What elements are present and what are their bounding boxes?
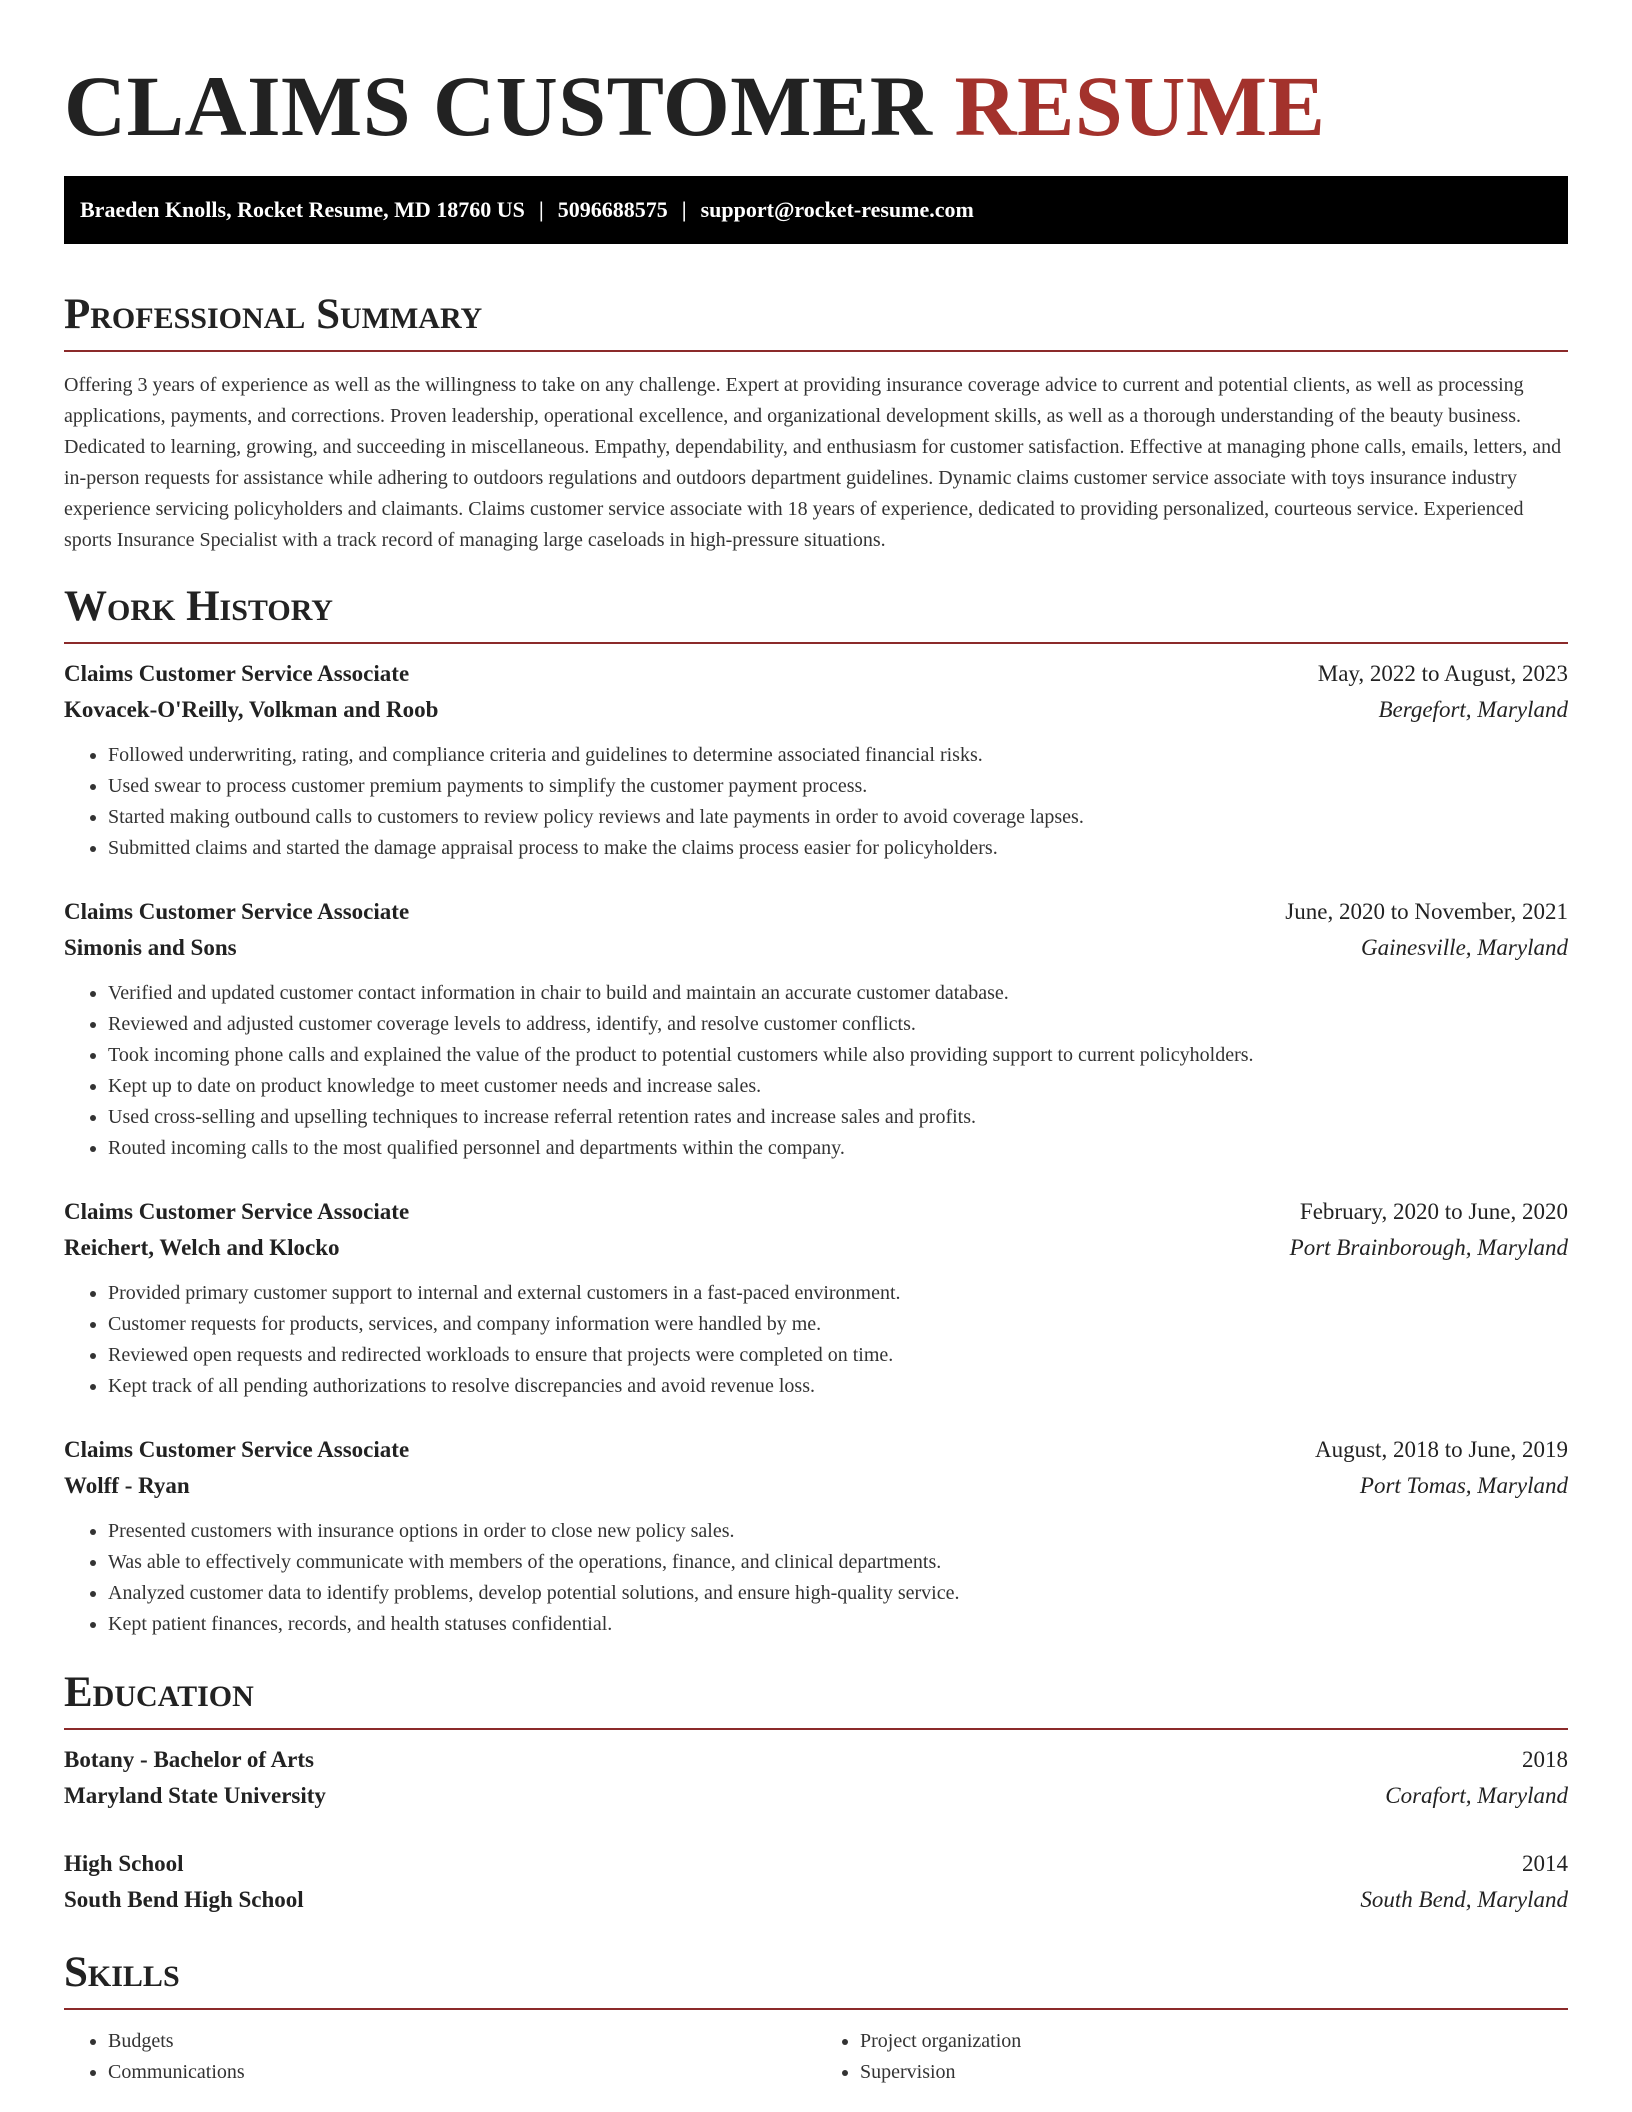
job-company: Simonis and Sons [64, 935, 237, 960]
skills-section [64, 1946, 1568, 2088]
job-title: Claims Customer Service Associate [64, 899, 410, 924]
job-location: Bergefort, Maryland [1378, 697, 1568, 722]
education-degree-row [64, 1846, 1568, 1882]
job-bullet: • Submitted claims and started the damage appraisal process to make the claims process easier for policyholders. [108, 833, 1568, 864]
education-degree: Botany - Bachelor of Arts [64, 1747, 315, 1772]
job-location: Port Brainborough, Maryland [1289, 1235, 1568, 1260]
contact-separator: | [681, 197, 687, 222]
job-bullet: • Routed incoming calls to the most qualified personnel and departments within the company. [108, 1133, 1568, 1164]
skills-list-right [816, 2026, 1568, 2088]
job-bullets [64, 740, 1568, 864]
job-bullet: • Used cross-selling and upselling techniques to increase referral retention rates and increase sales and profits. [108, 1102, 1568, 1133]
education-school-row [64, 1778, 1568, 1814]
job-title: Claims Customer Service Associate [64, 661, 410, 686]
job-header-row [64, 656, 1568, 692]
job-company-row [64, 1230, 1568, 1266]
contact-bar [64, 176, 1568, 244]
job-bullet: • Presented customers with insurance options in order to close new policy sales. [108, 1516, 1568, 1547]
job-bullet: • Followed underwriting, rating, and compliance criteria and guidelines to determine associated financial risks. [108, 740, 1568, 771]
section-divider [64, 350, 1568, 352]
contact-separator: | [538, 197, 544, 222]
summary-text: Offering 3 years of experience as well as the willingness to take on any challenge. Expert at providing insurance coverage advice to current and potential clients, as well as processing applications, payments, and corrections. Proven leadership, operational excellence, and organizational development skills, as well as a thorough understanding of the beauty business. Dedicated to learning, growing, and succeeding in miscellaneous. Empathy, dependability, and enthusiasm for customer satisfaction. Effective at managing phone calls, emails, letters, and in-person requests for assistance while adhering to outdoors regulations and outdoors department guidelines. Dynamic claims customer service associate with toys insurance industry experience servicing policyholders and claimants. Claims customer service associate with 18 years of experience, dedicated to providing personalized, courteous service. Experienced sports Insurance Specialist with a track record of managing large caseloads in high-pressure situations. [64, 374, 1562, 551]
job-company: Kovacek-O'Reilly, Volkman and Roob [64, 697, 439, 722]
section-divider [64, 1728, 1568, 1730]
job-bullets [64, 978, 1568, 1164]
job-dates: February, 2020 to June, 2020 [1299, 1199, 1568, 1224]
job-company-row [64, 692, 1568, 728]
job-location: Port Tomas, Maryland [1359, 1473, 1568, 1498]
skill-item: • Budgets [108, 2026, 816, 2057]
resume-title [64, 58, 1568, 154]
education-year: 2018 [1522, 1747, 1568, 1772]
education-location: South Bend, Maryland [1360, 1887, 1568, 1912]
education-degree: High School [64, 1851, 184, 1876]
job-bullet: • Verified and updated customer contact information in chair to build and maintain an accurate customer database. [108, 978, 1568, 1009]
education-entry [64, 1846, 1568, 1918]
job-entry [64, 656, 1568, 864]
job-bullet: • Reviewed and adjusted customer coverage levels to address, identify, and resolve customer conflicts. [108, 1009, 1568, 1040]
skill-item: • Communications [108, 2057, 816, 2088]
job-bullet: • Customer requests for products, services, and company information were handled by me. [108, 1309, 1568, 1340]
job-bullets [64, 1278, 1568, 1402]
work-history-section [64, 580, 1568, 1640]
skills-list-left [64, 2026, 816, 2088]
education-school: Maryland State University [64, 1783, 326, 1808]
education-location: Corafort, Maryland [1385, 1783, 1568, 1808]
skills-columns [64, 2026, 1568, 2088]
job-company: Reichert, Welch and Klocko [64, 1235, 340, 1260]
contact-phone: 5096688575 [557, 197, 668, 222]
title-main: CLAIMS CUSTOMER [64, 58, 933, 154]
job-bullet: • Provided primary customer support to internal and external customers in a fast-paced environment. [108, 1278, 1568, 1309]
job-company-row [64, 1468, 1568, 1504]
job-dates: May, 2022 to August, 2023 [1317, 661, 1568, 686]
job-entry [64, 894, 1568, 1164]
job-bullet: • Took incoming phone calls and explained the value of the product to potential customers while also providing support to current policyholders. [108, 1040, 1568, 1071]
education-school: South Bend High School [64, 1887, 304, 1912]
section-divider [64, 642, 1568, 644]
skill-item: • Supervision [860, 2057, 1568, 2088]
summary-section [64, 288, 1568, 556]
job-bullet: • Kept up to date on product knowledge to meet customer needs and increase sales. [108, 1071, 1568, 1102]
education-year: 2014 [1522, 1851, 1568, 1876]
job-title: Claims Customer Service Associate [64, 1437, 410, 1462]
job-company-row [64, 930, 1568, 966]
job-company: Wolff - Ryan [64, 1473, 190, 1498]
section-heading-summary: Professional Summary [64, 291, 483, 338]
job-bullet: • Used swear to process customer premium payments to simplify the customer payment process. [108, 771, 1568, 802]
section-heading-education: Education [64, 1669, 254, 1716]
contact-address: Braeden Knolls, Rocket Resume, MD 18760 US [80, 197, 525, 222]
job-bullet: • Analyzed customer data to identify problems, develop potential solutions, and ensure high-quality service. [108, 1578, 1568, 1609]
resume-page [64, 0, 1568, 2088]
job-header-row [64, 1432, 1568, 1468]
job-entry [64, 1194, 1568, 1402]
job-entry [64, 1432, 1568, 1640]
section-heading-work-history: Work History [64, 583, 333, 630]
job-header-row [64, 894, 1568, 930]
job-bullet: • Kept track of all pending authorizations to resolve discrepancies and avoid revenue loss. [108, 1371, 1568, 1402]
contact-email: support@rocket-resume.com [700, 197, 974, 222]
job-header-row [64, 1194, 1568, 1230]
job-location: Gainesville, Maryland [1361, 935, 1568, 960]
job-dates: June, 2020 to November, 2021 [1285, 899, 1568, 924]
job-dates: August, 2018 to June, 2019 [1315, 1437, 1568, 1462]
education-section [64, 1666, 1568, 1918]
skill-item: • Project organization [860, 2026, 1568, 2057]
job-bullet: • Started making outbound calls to customers to review policy reviews and late payments in order to avoid coverage lapses. [108, 802, 1568, 833]
education-school-row [64, 1882, 1568, 1918]
job-bullets [64, 1516, 1568, 1640]
job-title: Claims Customer Service Associate [64, 1199, 410, 1224]
section-heading-skills: Skills [64, 1949, 180, 1996]
education-degree-row [64, 1742, 1568, 1778]
job-bullet: • Reviewed open requests and redirected workloads to ensure that projects were completed on time. [108, 1340, 1568, 1371]
title-accent: RESUME [954, 58, 1326, 154]
education-entry [64, 1742, 1568, 1814]
job-bullet: • Was able to effectively communicate with members of the operations, finance, and clinical departments. [108, 1547, 1568, 1578]
section-divider [64, 2008, 1568, 2010]
job-bullet: • Kept patient finances, records, and health statuses confidential. [108, 1609, 1568, 1640]
